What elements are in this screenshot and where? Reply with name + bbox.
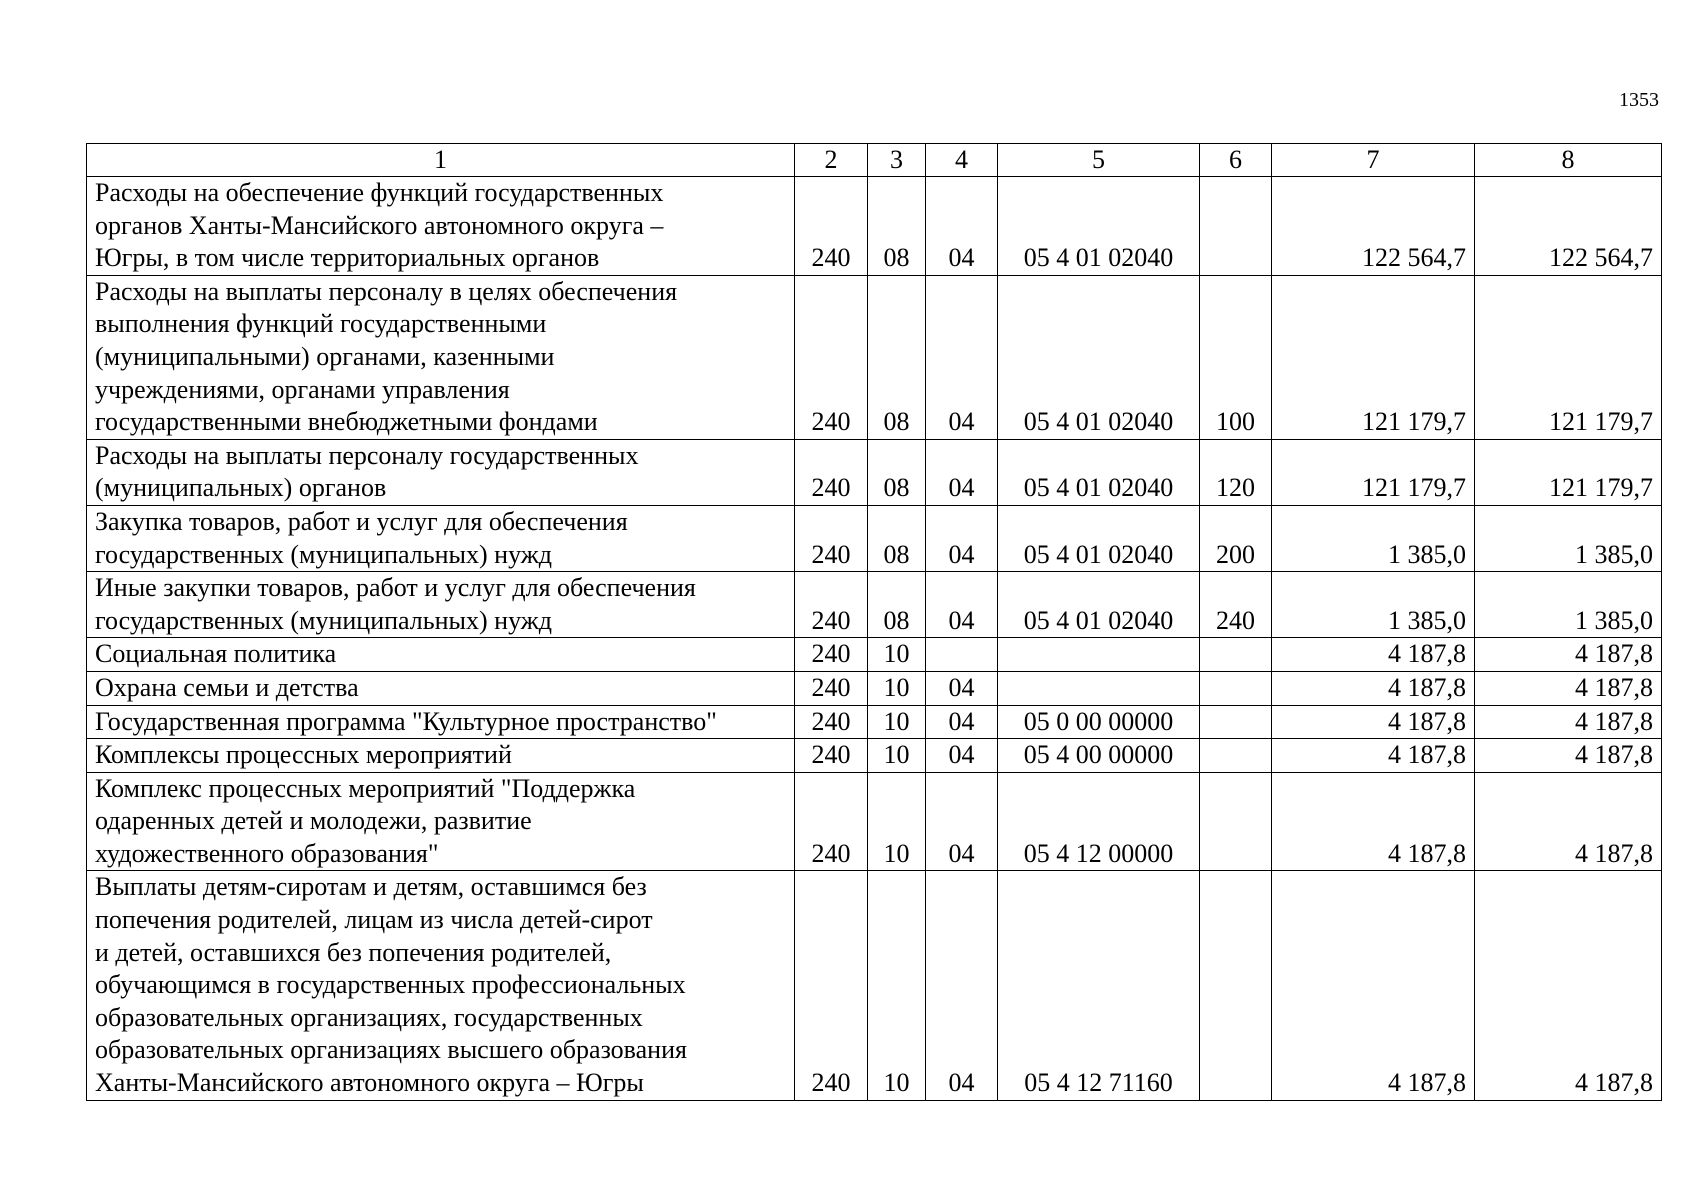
table-header-row — [87, 144, 1662, 177]
description-line: и детей, оставшихся без попечения родителей, — [95, 937, 612, 967]
cell-column-7: 4 187,8 — [1272, 772, 1475, 871]
cell-column-3: 08 — [868, 572, 926, 638]
description-line: выполнения функций государственными — [95, 309, 547, 339]
cell-column-7: 4 187,8 — [1272, 638, 1475, 672]
cell-column-7: 4 187,8 — [1272, 871, 1475, 1100]
cell-column-6 — [1200, 739, 1272, 773]
cell-column-3: 08 — [868, 505, 926, 571]
cell-column-6 — [1200, 772, 1272, 871]
cell-column-2: 240 — [795, 275, 868, 439]
cell-column-2: 240 — [795, 871, 868, 1100]
cell-column-6: 100 — [1200, 275, 1272, 439]
table-row — [87, 439, 1662, 505]
cell-column-4: 04 — [926, 505, 998, 571]
description-line: Комплексы процессных мероприятий — [95, 740, 512, 770]
table-row — [87, 671, 1662, 705]
cell-column-7: 4 187,8 — [1272, 671, 1475, 705]
cell-description — [87, 505, 795, 571]
cell-description — [87, 772, 795, 871]
cell-column-3: 08 — [868, 439, 926, 505]
cell-column-4: 04 — [926, 705, 998, 739]
column-header: 3 — [868, 144, 926, 177]
cell-column-2: 240 — [795, 177, 868, 276]
description-line: Государственная программа "Культурное пространство" — [95, 706, 717, 736]
cell-column-5 — [998, 671, 1200, 705]
table-row — [87, 772, 1662, 871]
table-row — [87, 871, 1662, 1100]
cell-column-7: 4 187,8 — [1272, 705, 1475, 739]
cell-description — [87, 177, 795, 276]
page-number: 1353 — [1619, 89, 1659, 111]
cell-column-2: 240 — [795, 638, 868, 672]
description-line: образовательных организациях, государственных — [95, 1002, 643, 1032]
cell-column-3: 10 — [868, 871, 926, 1100]
description-line: образовательных организациях высшего образования — [95, 1035, 687, 1065]
cell-column-4: 04 — [926, 739, 998, 773]
cell-column-6 — [1200, 671, 1272, 705]
cell-column-4: 04 — [926, 439, 998, 505]
cell-description — [87, 739, 795, 773]
cell-column-6: 120 — [1200, 439, 1272, 505]
cell-column-7: 121 179,7 — [1272, 439, 1475, 505]
cell-column-5: 05 4 01 02040 — [998, 275, 1200, 439]
cell-column-5: 05 4 12 00000 — [998, 772, 1200, 871]
description-line: органов Ханты-Мансийского автономного округа – — [95, 210, 664, 240]
column-header: 1 — [87, 144, 795, 177]
cell-column-4: 04 — [926, 572, 998, 638]
cell-column-2: 240 — [795, 671, 868, 705]
cell-description — [87, 439, 795, 505]
description-line: учреждениями, органами управления — [95, 374, 510, 404]
cell-column-6 — [1200, 871, 1272, 1100]
cell-column-7: 1 385,0 — [1272, 572, 1475, 638]
description-line: Расходы на обеспечение функций государственных — [95, 178, 664, 207]
description-line: государственными внебюджетными фондами — [95, 407, 598, 437]
column-header: 4 — [926, 144, 998, 177]
cell-column-7: 4 187,8 — [1272, 739, 1475, 773]
cell-column-3: 10 — [868, 638, 926, 672]
cell-column-8: 4 187,8 — [1475, 638, 1662, 672]
cell-column-4 — [926, 638, 998, 672]
description-line: Выплаты детям-сиротам и детям, оставшимся без — [95, 872, 647, 902]
cell-column-8: 121 179,7 — [1475, 439, 1662, 505]
table-row — [87, 705, 1662, 739]
cell-column-6 — [1200, 177, 1272, 276]
cell-column-4: 04 — [926, 671, 998, 705]
description-line: (муниципальных) органов — [95, 473, 387, 503]
column-header: 7 — [1272, 144, 1475, 177]
description-line: художественного образования" — [95, 838, 439, 868]
cell-column-5: 05 4 01 02040 — [998, 505, 1200, 571]
cell-column-2: 240 — [795, 705, 868, 739]
cell-description — [87, 671, 795, 705]
table-row — [87, 739, 1662, 773]
description-line: Социальная политика — [95, 639, 337, 669]
cell-column-8: 1 385,0 — [1475, 505, 1662, 571]
cell-column-2: 240 — [795, 772, 868, 871]
cell-column-4: 04 — [926, 275, 998, 439]
cell-column-2: 240 — [795, 572, 868, 638]
column-header: 8 — [1475, 144, 1662, 177]
cell-description — [87, 705, 795, 739]
cell-column-3: 10 — [868, 671, 926, 705]
description-line: попечения родителей, лицам из числа детей-сирот — [95, 905, 653, 935]
description-line: Ханты-Мансийского автономного округа – Югры — [95, 1068, 644, 1098]
table-row — [87, 275, 1662, 439]
description-line: Закупка товаров, работ и услуг для обеспечения — [95, 506, 628, 536]
cell-column-7: 121 179,7 — [1272, 275, 1475, 439]
cell-column-6: 200 — [1200, 505, 1272, 571]
cell-column-5: 05 4 01 02040 — [998, 177, 1200, 276]
table-row — [87, 572, 1662, 638]
description-line: Охрана семьи и детства — [95, 672, 359, 702]
description-line: государственных (муниципальных) нужд — [95, 605, 552, 635]
column-header: 6 — [1200, 144, 1272, 177]
cell-column-7: 122 564,7 — [1272, 177, 1475, 276]
cell-column-4: 04 — [926, 177, 998, 276]
cell-column-5: 05 4 01 02040 — [998, 439, 1200, 505]
cell-column-8: 4 187,8 — [1475, 772, 1662, 871]
cell-column-6 — [1200, 638, 1272, 672]
cell-column-8: 1 385,0 — [1475, 572, 1662, 638]
cell-column-5: 05 4 01 02040 — [998, 572, 1200, 638]
description-line: Расходы на выплаты персоналу в целях обеспечения — [95, 276, 678, 306]
description-line: Комплекс процессных мероприятий "Поддержка — [95, 773, 636, 803]
cell-column-3: 10 — [868, 739, 926, 773]
cell-column-8: 122 564,7 — [1475, 177, 1662, 276]
cell-column-5: 05 4 00 00000 — [998, 739, 1200, 773]
cell-column-4: 04 — [926, 772, 998, 871]
cell-column-8: 4 187,8 — [1475, 739, 1662, 773]
cell-column-3: 08 — [868, 177, 926, 276]
cell-column-7: 1 385,0 — [1272, 505, 1475, 571]
cell-column-8: 121 179,7 — [1475, 275, 1662, 439]
cell-column-3: 10 — [868, 705, 926, 739]
column-header: 5 — [998, 144, 1200, 177]
description-line: Расходы на выплаты персоналу государственных — [95, 440, 639, 470]
cell-column-6 — [1200, 705, 1272, 739]
cell-column-8: 4 187,8 — [1475, 871, 1662, 1100]
cell-column-3: 10 — [868, 772, 926, 871]
description-line: (муниципальными) органами, казенными — [95, 341, 555, 371]
column-header: 2 — [795, 144, 868, 177]
cell-column-8: 4 187,8 — [1475, 705, 1662, 739]
description-line: Югры, в том числе территориальных органов — [95, 243, 600, 273]
description-line: государственных (муниципальных) нужд — [95, 539, 552, 569]
table-row — [87, 505, 1662, 571]
table-row — [87, 638, 1662, 672]
description-line: обучающимся в государственных профессиональных — [95, 970, 686, 1000]
cell-description — [87, 638, 795, 672]
description-line: Иные закупки товаров, работ и услуг для обеспечения — [95, 573, 696, 603]
cell-column-2: 240 — [795, 439, 868, 505]
cell-column-5 — [998, 638, 1200, 672]
cell-column-5: 05 4 12 71160 — [998, 871, 1200, 1100]
cell-column-3: 08 — [868, 275, 926, 439]
cell-column-5: 05 0 00 00000 — [998, 705, 1200, 739]
cell-column-6: 240 — [1200, 572, 1272, 638]
cell-column-4: 04 — [926, 871, 998, 1100]
table-row — [87, 177, 1662, 276]
cell-column-2: 240 — [795, 739, 868, 773]
cell-description — [87, 572, 795, 638]
cell-description — [87, 871, 795, 1100]
cell-description — [87, 275, 795, 439]
budget-table — [86, 143, 1662, 1101]
cell-column-2: 240 — [795, 505, 868, 571]
cell-column-8: 4 187,8 — [1475, 671, 1662, 705]
description-line: одаренных детей и молодежи, развитие — [95, 806, 532, 836]
